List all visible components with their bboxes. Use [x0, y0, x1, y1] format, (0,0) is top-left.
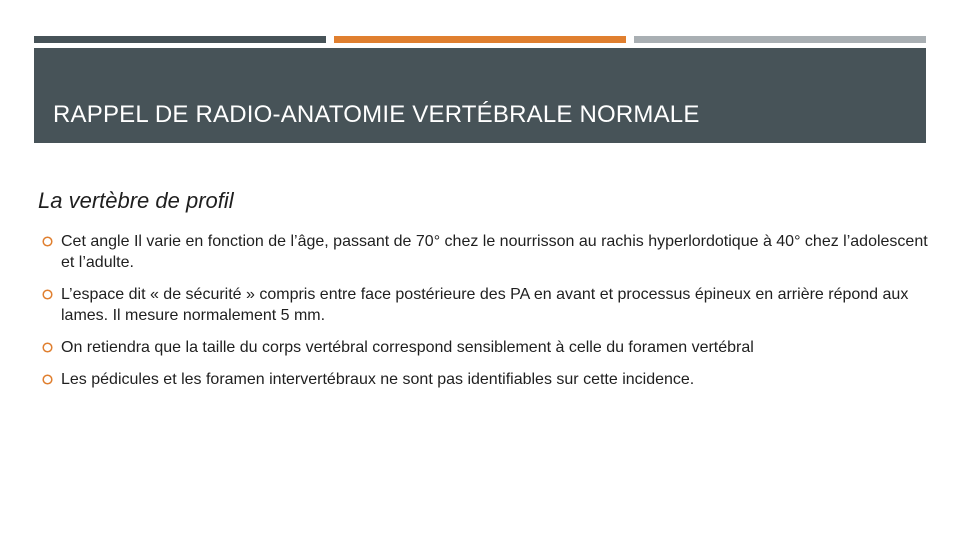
bullet-item: [42, 284, 932, 326]
accent-bar-gray: [634, 36, 926, 43]
bullet-item: [42, 369, 932, 390]
accent-bar-orange: [334, 36, 626, 43]
circle-bullet-icon: [42, 289, 53, 300]
slide-title: RAPPEL DE RADIO-ANATOMIE VERTÉBRALE NORMALE: [53, 101, 700, 128]
circle-bullet-icon: [42, 236, 53, 247]
bullet-item: [42, 337, 932, 358]
circle-bullet-icon: [42, 342, 53, 353]
bullet-text: Les pédicules et les foramen intervertébraux ne sont pas identifiables sur cette incidence.: [61, 371, 695, 388]
bullet-text: On retiendra que la taille du corps vertébral correspond sensiblement à celle du foramen vertébral: [61, 339, 754, 356]
accent-bars: [34, 36, 926, 43]
slide-subtitle: La vertèbre de profil: [38, 188, 234, 213]
title-band: [34, 48, 926, 143]
circle-bullet-icon: [42, 374, 53, 385]
accent-bar-dark: [34, 36, 326, 43]
bullet-list: [42, 231, 932, 401]
bullet-text: Cet angle Il varie en fonction de l’âge, passant de 70° chez le nourrisson au rachis hyperlordotique à 40° chez l’adolescent et l’adulte.: [61, 233, 928, 271]
bullet-item: [42, 231, 932, 273]
bullet-text: L’espace dit « de sécurité » compris entre face postérieure des PA en avant et processus épineux en arrière répond aux lames. Il mesure normalement 5 mm.: [61, 286, 909, 324]
